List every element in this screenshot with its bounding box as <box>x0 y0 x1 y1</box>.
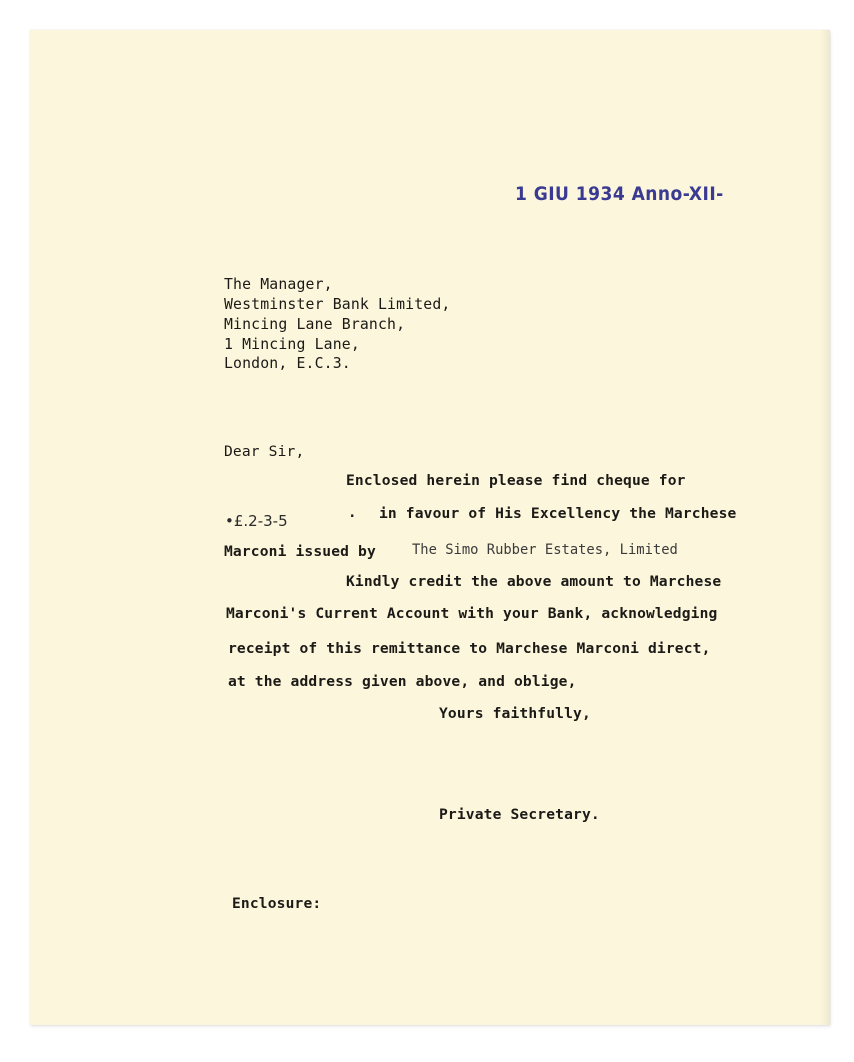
address-line: Mincing Lane Branch, <box>224 316 406 333</box>
signature-title: Private Secretary. <box>439 806 600 823</box>
body-line: in favour of His Excellency the Marchese <box>379 505 737 522</box>
amount-dot: . <box>348 505 357 521</box>
body-line: at the address given above, and oblige, <box>228 673 577 690</box>
body-line: receipt of this remittance to Marchese Marconi direct, <box>228 640 711 657</box>
body-line: Enclosed herein please find cheque for <box>346 472 686 489</box>
enclosure-label: Enclosure: <box>232 895 322 912</box>
salutation: Dear Sir, <box>224 443 305 460</box>
date-stamp: 1 GIU 1934 Anno-XII- <box>515 183 724 205</box>
address-line: The Manager, <box>224 276 333 293</box>
address-line: London, E.C.3. <box>224 355 351 372</box>
body-line: Kindly credit the above amount to Marchese <box>346 573 722 590</box>
address-line: 1 Mincing Lane, <box>224 336 360 353</box>
address-line: Westminster Bank Limited, <box>224 296 451 313</box>
body-line: Marconi issued by <box>224 543 376 560</box>
letter-page <box>30 30 830 1025</box>
cheque-amount: •£.2-3-5 <box>225 512 288 530</box>
issuer-name: The Simo Rubber Estates, Limited <box>412 542 678 558</box>
closing: Yours faithfully, <box>439 705 591 722</box>
body-line: Marconi's Current Account with your Bank, acknowledging <box>226 605 718 622</box>
